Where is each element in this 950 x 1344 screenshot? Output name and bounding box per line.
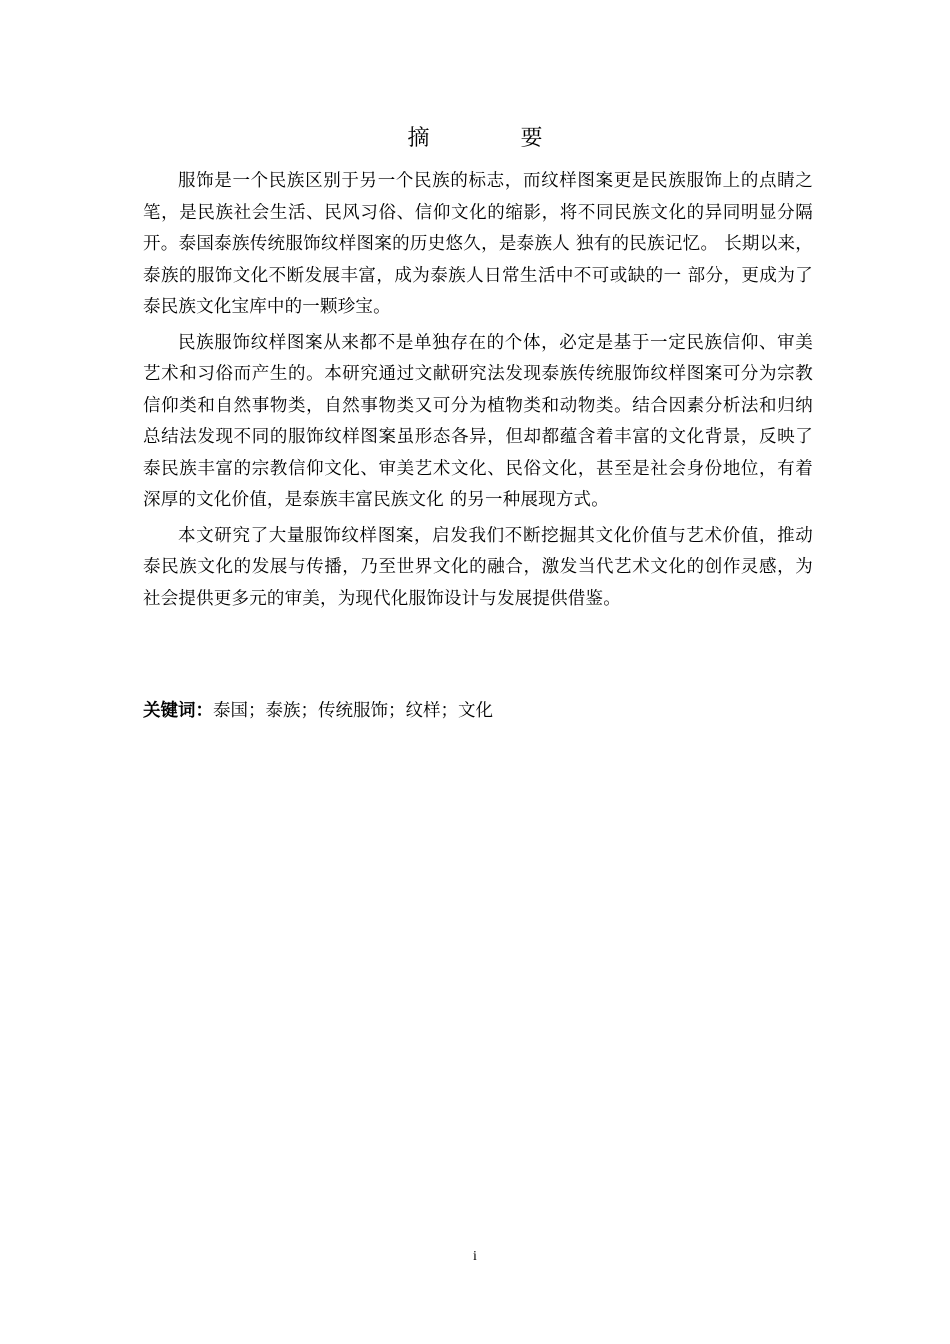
abstract-body <box>143 166 813 615</box>
abstract-paragraph-3: 本文研究了大量服饰纹样图案，启发我们不断挖掘其文化价值与艺术价值，推动泰民族文化的发展与传播，乃至世界文化的融合，激发当代艺术文化的创作灵感，为社会提供更多元的审美，为现代化服饰设计与发展提供借鉴。 <box>143 525 813 609</box>
keywords-line <box>143 696 813 726</box>
keywords-label: 关键词： <box>143 701 213 721</box>
page-number: i <box>473 1249 477 1264</box>
keywords-text: 泰国；泰族；传统服饰；纹样；文化 <box>213 701 493 721</box>
abstract-paragraph-2: 民族服饰纹样图案从来都不是单独存在的个体，必定是基于一定民族信仰、审美艺术和习俗而产生的。本研究通过文献研究法发现泰族传统服饰纹样图案可分为宗教信仰类和自然事物类，自然事物类又可分为植物类和动物类。结合因素分析法和归纳总结法发现不同的服饰纹样图案虽形态各异，但却都蕴含着丰富的文化背景，反映了泰民族丰富的宗教信仰文化、审美艺术文化、民俗文化，甚至是社会身份地位，有着深厚的文化价值，是泰族丰富民族文化 的另一种展现方式。 <box>143 332 813 510</box>
abstract-paragraph-1: 服饰是一个民族区别于另一个民族的标志，而纹样图案更是民族服饰上的点睛之笔，是民族社会生活、民风习俗、信仰文化的缩影，将不同民族文化的异同明显分隔开。泰国泰族传统服饰纹样图案的历史悠久，是泰族人 独有的民族记忆。 长期以来，泰族的服饰文化不断发展丰富，成为泰族人日常生活中不可或缺的一 部分，更成为了泰民族文化宝库中的一颗珍宝。 <box>143 171 813 317</box>
page-title: 摘 要 <box>407 126 585 151</box>
